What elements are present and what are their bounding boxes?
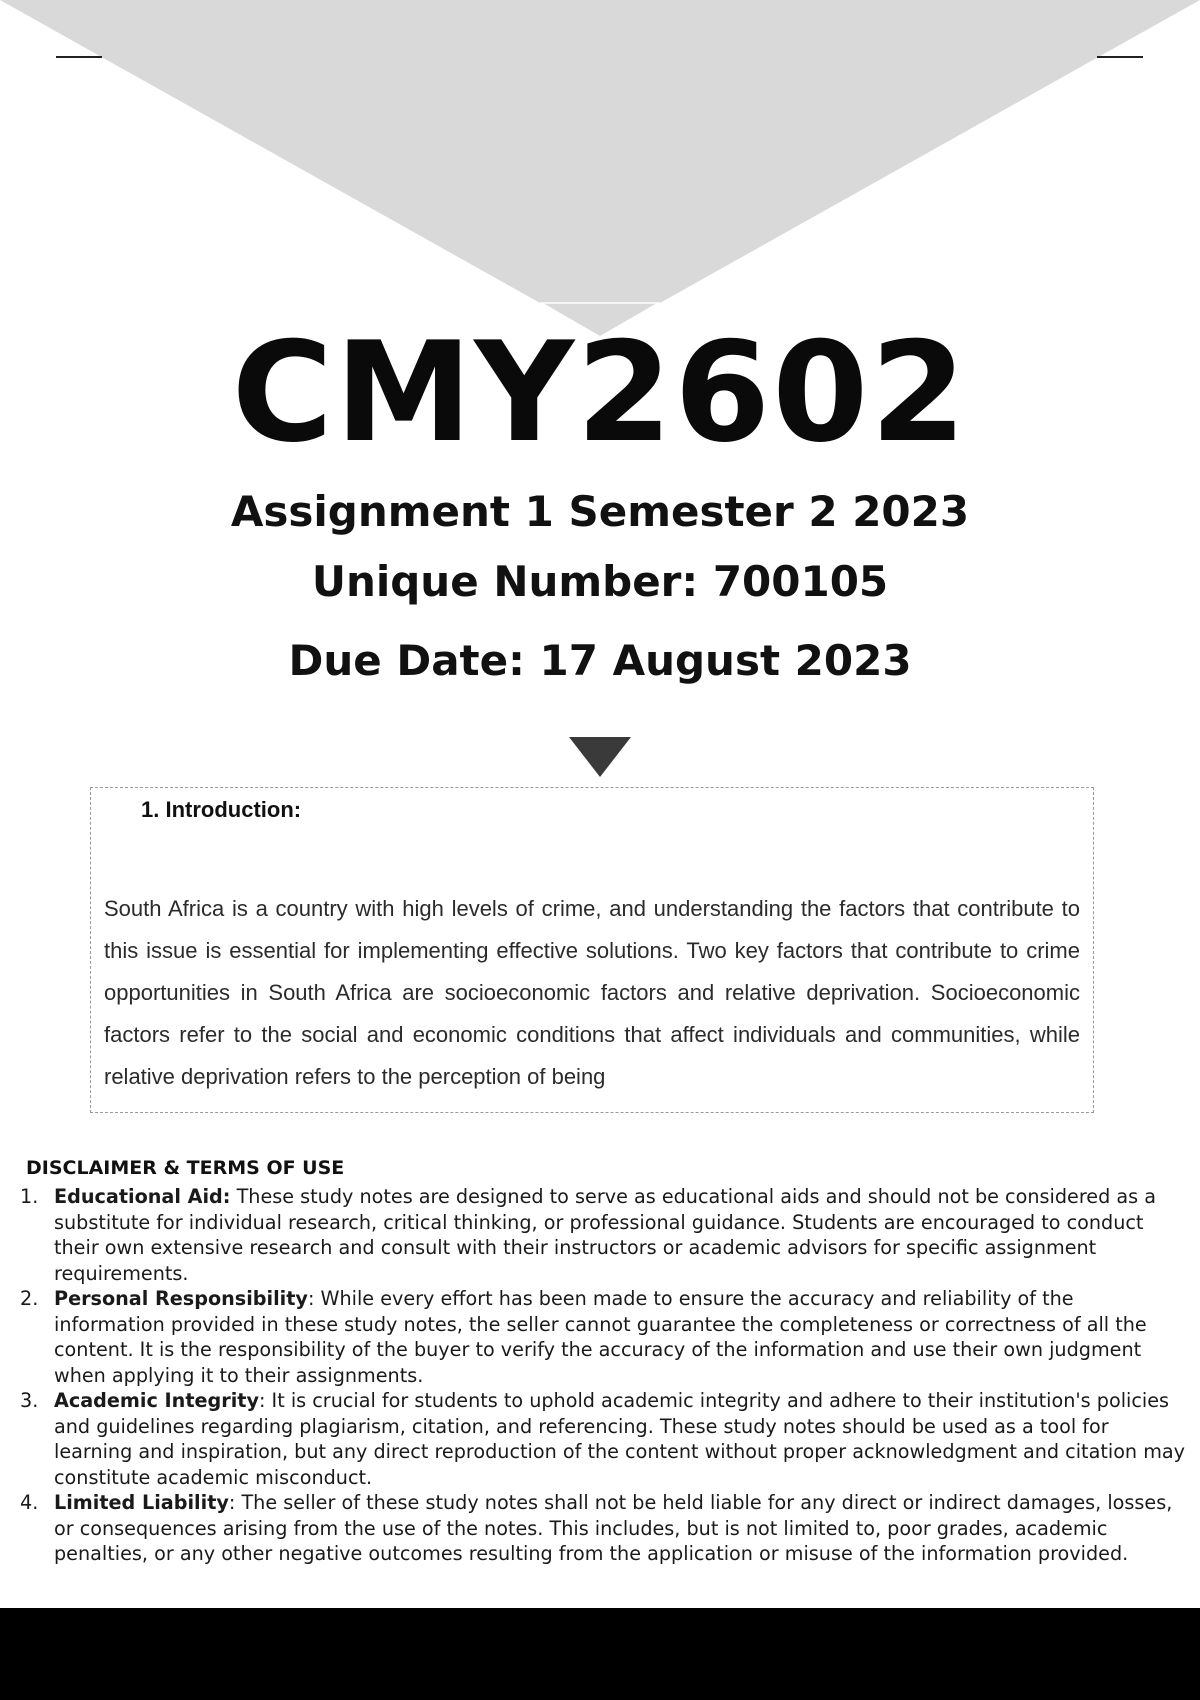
due-date: Due Date: 17 August 2023 — [288, 636, 912, 685]
list-number: 4. — [20, 1491, 39, 1514]
corner-rule-left — [56, 56, 102, 58]
disclaimer-item-text: : While every effort has been made to ensure the accuracy and reliability of the information provided in these study notes, the seller cannot guarantee the completeness or correctness of all the content. It is the responsibility of the buyer to verify the accuracy of the information and use their own judgment when applying it to their assignments. — [54, 1287, 1147, 1387]
assignment-title: Assignment 1 Semester 2 2023 — [230, 487, 970, 536]
disclaimer-item-limited-liability — [20, 1490, 1188, 1567]
unique-number: Unique Number: 700105 — [311, 557, 889, 606]
list-number: 2. — [20, 1287, 39, 1310]
disclaimer-item-personal-responsibility — [20, 1286, 1188, 1388]
introduction-text: South Africa is a country with high levels of crime, and understanding the factors that contribute to this issue is essential for implementing effective solutions. Two key factors that contribute to crime opportunities in South Africa are socioeconomic factors and relative deprivation. Socioeconomic factors refer to the social and economic conditions that affect individuals and communities, while relative deprivation refers to the perception of being — [104, 896, 1080, 1089]
banner-chevron — [0, 0, 1200, 303]
disclaimer-item-academic-integrity — [20, 1388, 1188, 1490]
disclaimer-item-label: Limited Liability — [54, 1491, 229, 1514]
disclaimer-item-text: These study notes are designed to serve as educational aids and should not be considered as a substitute for individual research, critical thinking, or professional guidance. Students are encouraged to conduct their own extensive research and consult with their instructors or academic advisors for specific assignment requirements. — [54, 1185, 1156, 1285]
down-triangle-icon — [569, 737, 631, 777]
disclaimer-item-educational-aid — [20, 1184, 1188, 1286]
disclaimer-item-label: Personal Responsibility — [54, 1287, 308, 1310]
corner-rule-right — [1097, 56, 1143, 58]
disclaimer-item-text: : The seller of these study notes shall not be held liable for any direct or indirect damages, losses, or consequences arising from the use of the notes. This includes, but is not limited to, poor grades, academic penalties, or any other negative outcomes resulting from the application or misuse of the information provided. — [54, 1491, 1173, 1565]
disclaimer-item-text: : It is crucial for students to uphold academic integrity and adhere to their institution's policies and guidelines regarding plagiarism, citation, and referencing. These study notes should be used as a tool for learning and inspiration, but any direct reproduction of the content without proper acknowledgment and citation may constitute academic misconduct. — [54, 1389, 1185, 1489]
banner-chevron-shape — [0, 0, 1200, 340]
disclaimer-heading: DISCLAIMER & TERMS OF USE — [26, 1157, 345, 1179]
introduction-preview-box — [90, 787, 1094, 1113]
course-code-title: CMY2602 — [231, 312, 969, 473]
disclaimer-item-label: Educational Aid: — [54, 1185, 231, 1208]
list-number: 1. — [20, 1185, 39, 1208]
disclaimer-item-label: Academic Integrity — [54, 1389, 259, 1412]
list-number: 3. — [20, 1389, 39, 1412]
bottom-black-bar — [0, 1608, 1200, 1700]
disclaimer-list — [20, 1184, 1188, 1567]
introduction-heading: 1. Introduction: — [141, 797, 302, 822]
